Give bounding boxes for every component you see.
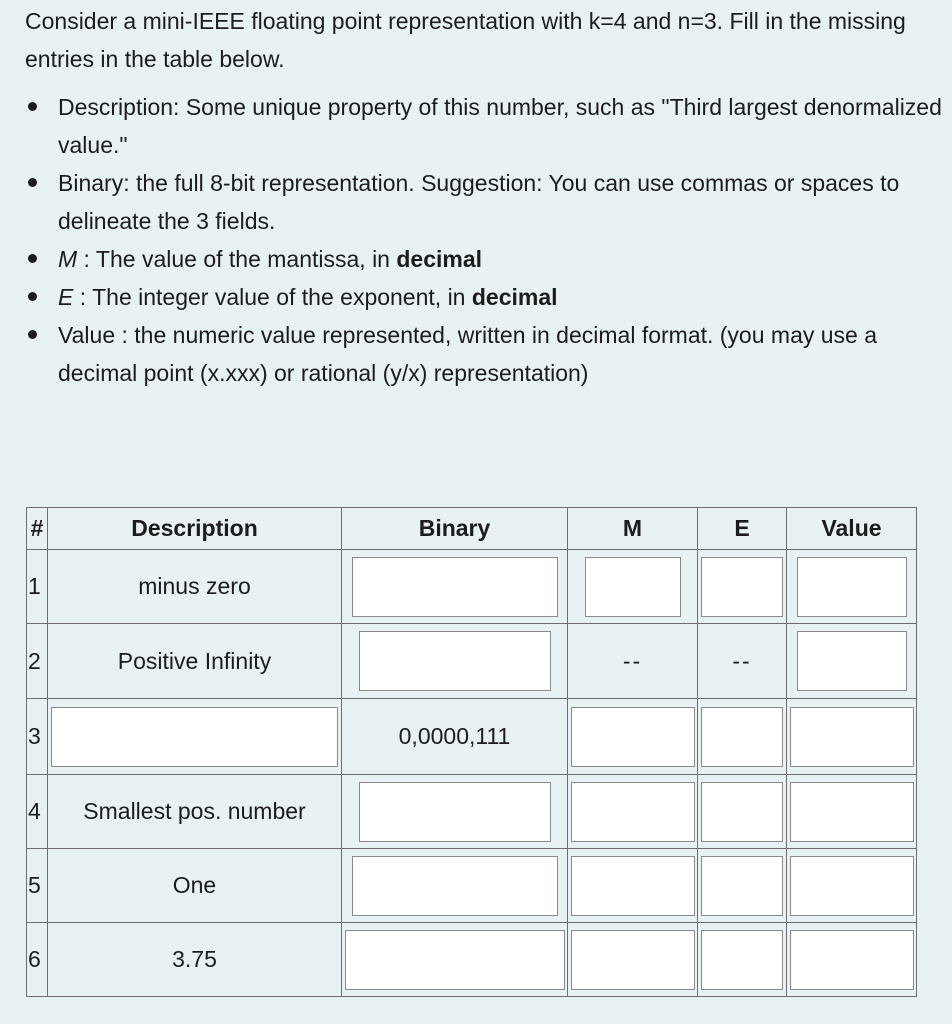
- row-number: 5: [27, 849, 48, 923]
- header-binary: Binary: [342, 508, 568, 550]
- description-cell: minus zero: [48, 550, 342, 624]
- e-input[interactable]: [701, 782, 783, 842]
- instructions: [25, 2, 945, 392]
- bullet-mantissa: M : The value of the mantissa, in decimal: [25, 240, 945, 278]
- row-number: 6: [27, 923, 48, 997]
- intro-text: Consider a mini-IEEE floating point representation with k=4 and n=3. Fill in the missing entries in the table below.: [25, 8, 906, 72]
- header-m: M: [568, 508, 698, 550]
- value-input[interactable]: [790, 930, 914, 990]
- m-cell: [568, 550, 698, 624]
- value-input[interactable]: [797, 557, 907, 617]
- bullet-description: Description: Some unique property of this number, such as "Third largest denormalized value.": [25, 88, 945, 164]
- value-input[interactable]: [797, 631, 907, 691]
- value-cell: [787, 624, 917, 699]
- m-cell: --: [568, 624, 698, 699]
- description-cell: Smallest pos. number: [48, 775, 342, 849]
- bullet-value: Value : the numeric value represented, written in decimal format. (you may use a decimal point (x.xxx) or rational (y/x) representation): [25, 316, 945, 392]
- description-cell: 3.75: [48, 923, 342, 997]
- table-row: [27, 624, 917, 699]
- bullet-dot-icon: [28, 102, 37, 111]
- value-input[interactable]: [790, 782, 914, 842]
- row-number: 3: [27, 699, 48, 775]
- header-description: Description: [48, 508, 342, 550]
- value-input[interactable]: [790, 707, 914, 767]
- binary-cell: [342, 923, 568, 997]
- float-table: [26, 507, 917, 997]
- e-input[interactable]: [701, 856, 783, 916]
- table-row: [27, 849, 917, 923]
- value-cell: [787, 775, 917, 849]
- binary-input[interactable]: [352, 557, 558, 617]
- e-cell: [698, 550, 787, 624]
- binary-cell: [342, 624, 568, 699]
- value-input[interactable]: [790, 856, 914, 916]
- m-cell: [568, 849, 698, 923]
- table-row: [27, 550, 917, 624]
- e-cell: --: [698, 624, 787, 699]
- bullet-dot-icon: [28, 254, 37, 263]
- header-num: #: [27, 508, 48, 550]
- description-input[interactable]: [51, 707, 338, 767]
- bullet-dot-icon: [28, 292, 37, 301]
- table-row: [27, 775, 917, 849]
- row-number: 4: [27, 775, 48, 849]
- m-cell: [568, 923, 698, 997]
- m-input[interactable]: [571, 707, 695, 767]
- description-cell: One: [48, 849, 342, 923]
- value-cell: [787, 849, 917, 923]
- e-input[interactable]: [701, 707, 783, 767]
- value-cell: [787, 550, 917, 624]
- e-cell: [698, 775, 787, 849]
- binary-cell: [342, 849, 568, 923]
- table-row: [27, 923, 917, 997]
- m-input[interactable]: [571, 782, 695, 842]
- value-cell: [787, 923, 917, 997]
- m-input[interactable]: [585, 557, 681, 617]
- binary-input[interactable]: [359, 782, 551, 842]
- e-cell: [698, 849, 787, 923]
- row-number: 1: [27, 550, 48, 624]
- header-value: Value: [787, 508, 917, 550]
- binary-input[interactable]: [352, 856, 558, 916]
- description-cell: [48, 699, 342, 775]
- m-input[interactable]: [571, 930, 695, 990]
- header-e: E: [698, 508, 787, 550]
- bullet-binary: Binary: the full 8-bit representation. Suggestion: You can use commas or spaces to delineate the 3 fields.: [25, 164, 945, 240]
- value-cell: [787, 699, 917, 775]
- binary-cell: [342, 550, 568, 624]
- e-input[interactable]: [701, 557, 783, 617]
- m-cell: [568, 775, 698, 849]
- m-input[interactable]: [571, 856, 695, 916]
- binary-cell: 0,0000,111: [342, 699, 568, 775]
- row-number: 2: [27, 624, 48, 699]
- binary-input[interactable]: [345, 930, 565, 990]
- bullet-dot-icon: [28, 330, 37, 339]
- bullet-exponent: E : The integer value of the exponent, in decimal: [25, 278, 945, 316]
- binary-input[interactable]: [359, 631, 551, 691]
- binary-cell: [342, 775, 568, 849]
- e-cell: [698, 923, 787, 997]
- description-cell: Positive Infinity: [48, 624, 342, 699]
- bullet-list: [25, 88, 945, 392]
- header-row: [27, 508, 917, 550]
- bullet-dot-icon: [28, 178, 37, 187]
- table-row: [27, 699, 917, 775]
- e-input[interactable]: [701, 930, 783, 990]
- m-cell: [568, 699, 698, 775]
- e-cell: [698, 699, 787, 775]
